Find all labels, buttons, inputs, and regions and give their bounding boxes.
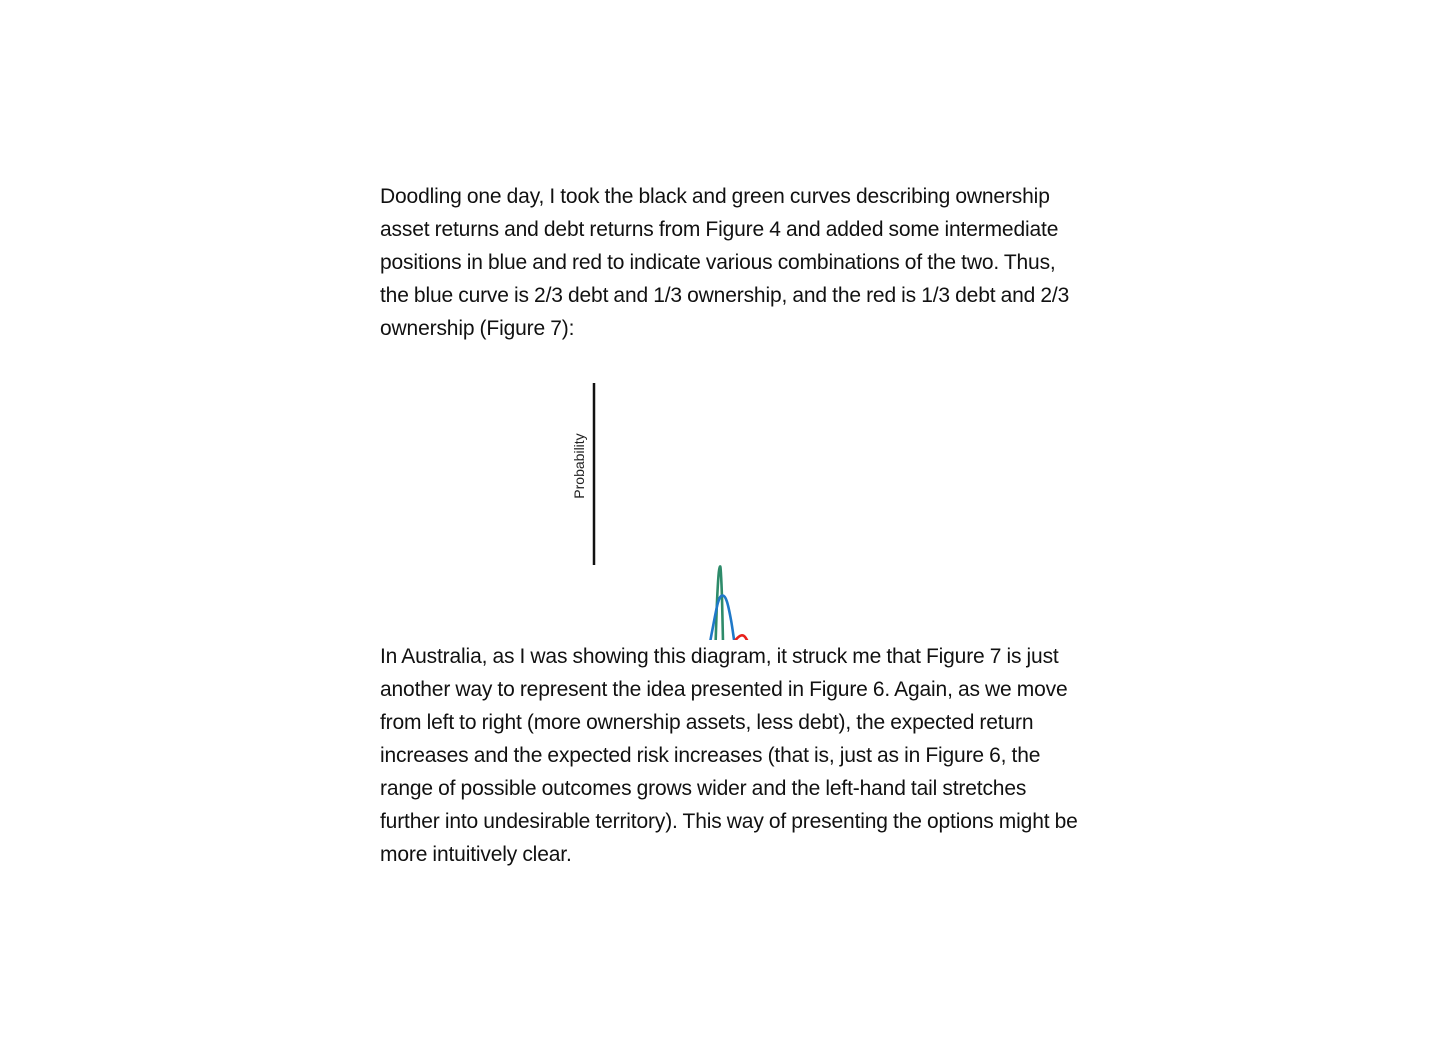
paragraph-intro: Doodling one day, I took the black and green curves describing ownership asset returns and debt returns from Figure 4 and added some intermediate positions in blue and red to indicate various combinations of the two. Thus, the blue curve is 2/3 debt and 1/3 ownership, and the red is 1/3 debt and 2/3 ownership (Figure 7):: [380, 185, 1070, 340]
article: [380, 180, 1085, 871]
y-axis-label: Probability: [571, 433, 587, 499]
distribution-chart: [380, 345, 1085, 640]
paragraph-explanation: In Australia, as I was showing this diagram, it struck me that Figure 7 is just another way to represent the idea presented in Figure 6. Again, as we move from left to right (more ownership assets, less debt), the expected return increases and the expected risk increases (that is, just as in Figure 6, the range of possible outcomes grows wider and the left-hand tail stretches further into undesirable territory). This way of presenting the options might be more intuitively clear.: [380, 645, 1078, 866]
curves-group: [618, 566, 869, 640]
blue-curve: [662, 596, 798, 640]
figure-7: [380, 345, 1085, 640]
